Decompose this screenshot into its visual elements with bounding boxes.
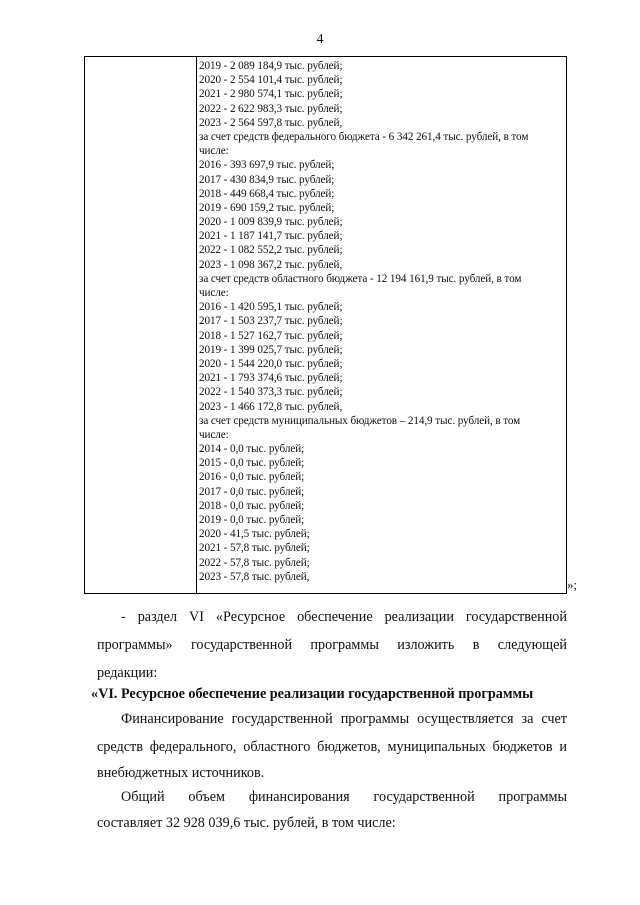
table-line: за счет средств муниципальных бюджетов – 214,9 тыс. рублей, в том xyxy=(199,414,521,427)
table-line: 2019 - 1 399 025,7 тыс. рублей; xyxy=(199,343,343,356)
table-line: 2017 - 1 503 237,7 тыс. рублей; xyxy=(199,315,343,328)
paragraph-line-3: внебюджетных источников. xyxy=(97,765,265,781)
table-line: 2021 - 57,8 тыс. рублей; xyxy=(199,542,310,555)
table-line: за счет средств областного бюджета - 12 194 161,9 тыс. рублей, в том xyxy=(199,272,522,285)
table-line: за счет средств федерального бюджета - 6 342 261,4 тыс. рублей, в том xyxy=(199,130,529,143)
table-line: 2020 - 1 009 839,9 тыс. рублей; xyxy=(199,216,343,229)
paragraph-line-5: составляет 32 928 039,6 тыс. рублей, в том числе: xyxy=(97,815,396,831)
funding-table xyxy=(84,56,567,594)
table-line: 2023 - 2 564 597,8 тыс. рублей, xyxy=(199,116,343,129)
table-line: 2023 - 1 098 367,2 тыс. рублей, xyxy=(199,258,343,271)
section-heading: «VI. Ресурсное обеспечение реализации государственной программы xyxy=(91,686,534,702)
table-line: 2020 - 1 544 220,0 тыс. рублей; xyxy=(199,357,343,370)
table-line: 2022 - 57,8 тыс. рублей; xyxy=(199,556,310,569)
table-line: 2021 - 1 793 374,6 тыс. рублей; xyxy=(199,372,343,385)
table-line: 2023 - 1 466 172,8 тыс. рублей, xyxy=(199,400,343,413)
table-line: 2015 - 0,0 тыс. рублей; xyxy=(199,457,305,470)
table-line: 2014 - 0,0 тыс. рублей; xyxy=(199,443,305,456)
table-line: 2018 - 0,0 тыс. рублей; xyxy=(199,499,305,512)
table-line: 2018 - 449 668,4 тыс. рублей; xyxy=(199,187,335,200)
intro-line-1: - раздел VI «Ресурсное обеспечение реализации государственной xyxy=(121,609,567,625)
table-line: 2019 - 2 089 184,9 тыс. рублей; xyxy=(199,60,343,72)
paragraph-line-4: Общий объем финансирования государственной программы xyxy=(121,789,567,805)
table-line: 2021 - 1 187 141,7 тыс. рублей; xyxy=(199,230,343,243)
table-line: 2022 - 1 540 373,3 тыс. рублей; xyxy=(199,386,343,399)
table-line: 2020 - 2 554 101,4 тыс. рублей; xyxy=(199,74,343,87)
table-line: 2019 - 690 159,2 тыс. рублей; xyxy=(199,201,335,214)
table-right-column xyxy=(197,57,566,593)
table-line: 2017 - 0,0 тыс. рублей; xyxy=(199,485,305,498)
table-line: числе: xyxy=(199,287,229,299)
table-line: 2021 - 2 980 574,1 тыс. рублей; xyxy=(199,88,343,101)
intro-line-3: редакции: xyxy=(97,665,158,681)
table-line: 2016 - 393 697,9 тыс. рублей; xyxy=(199,159,335,172)
table-line: 2022 - 1 082 552,2 тыс. рублей; xyxy=(199,244,343,257)
table-line: 2016 - 1 420 595,1 тыс. рублей; xyxy=(199,301,343,314)
table-line: 2017 - 430 834,9 тыс. рублей; xyxy=(199,173,335,186)
table-line: числе: xyxy=(199,145,229,158)
table-line: 2022 - 2 622 983,3 тыс. рублей; xyxy=(199,102,343,115)
table-line: 2016 - 0,0 тыс. рублей; xyxy=(199,471,305,484)
table-line: 2018 - 1 527 162,7 тыс. рублей; xyxy=(199,329,343,342)
closing-quote: »; xyxy=(567,577,578,592)
paragraph-line-1: Финансирование государственной программы осуществляется за счет xyxy=(121,711,567,727)
page-number: 4 xyxy=(316,32,324,47)
table-line: 2023 - 57,8 тыс. рублей, xyxy=(199,570,310,583)
intro-line-2: программы» государственной программы изложить в следующей xyxy=(97,637,567,653)
table-line: 2020 - 41,5 тыс. рублей; xyxy=(199,528,310,541)
table-left-column xyxy=(85,57,197,593)
paragraph-line-2: средств федерального, областного бюджетов, муниципальных бюджетов и xyxy=(97,739,567,755)
table-line: числе: xyxy=(199,428,229,441)
table-line: 2019 - 0,0 тыс. рублей; xyxy=(199,514,305,526)
